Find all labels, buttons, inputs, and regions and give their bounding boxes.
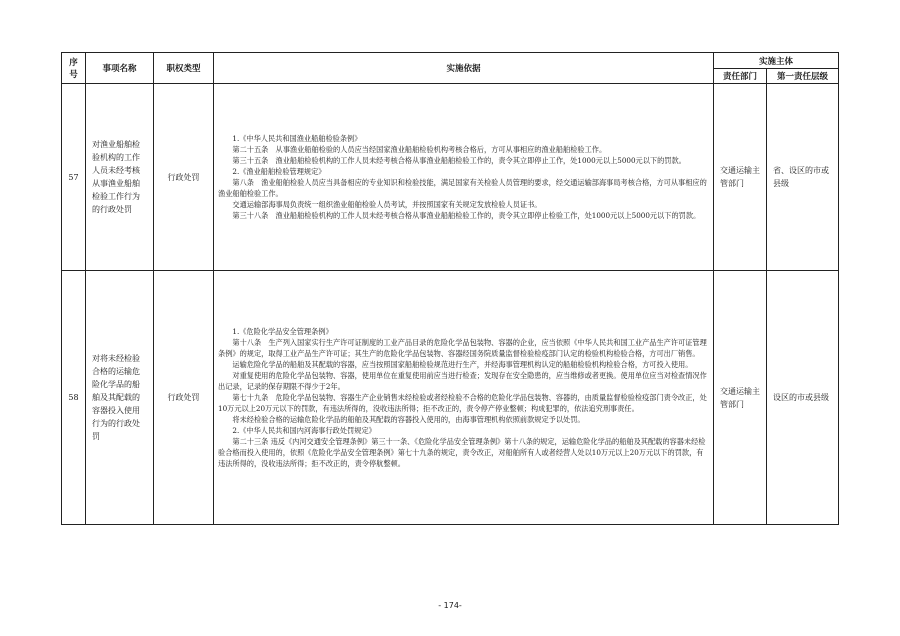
header-row-1 — [62, 53, 839, 69]
basis-line: 2.《中华人民共和国内河海事行政处罚规定》 — [232, 426, 376, 435]
row-power-type: 行政处罚 — [154, 84, 214, 271]
row-dept: 交通运输主管部门 — [714, 271, 767, 525]
header-name: 事项名称 — [86, 53, 154, 84]
basis-line: 对重复使用的危险化学品包装物、容器，使用单位在重复使用前应当进行检查；发现存在安全隐患的，应当维修或者更换。使用单位应当对检查情况作出记录，记录的保存期限不得少于2年。 — [218, 371, 707, 391]
table-row — [62, 84, 839, 271]
basis-line: 2.《渔业船舶检验管理规定》 — [232, 167, 326, 176]
basis-line: 第二十五条 从事渔业船舶检验的人员应当经国家渔业船舶检验机构考核合格后，方可从事相应的渔业船舶检验工作。 — [232, 145, 607, 154]
item-table — [61, 52, 839, 525]
header-level: 第一责任层级 — [767, 69, 839, 84]
header-seq: 序号 — [62, 53, 86, 84]
row-power-type: 行政处罚 — [154, 271, 214, 525]
basis-line: 第十八条 生产列入国家实行生产许可证制度的工业产品目录的危险化学品包装物、容器的企业，应当依照《中华人民共和国工业产品生产许可证管理条例》的规定，取得工业产品生产许可证；其生产的危险化学品包装物、容器经国务院质量监督检验检疫部门认定的检验机构检验合格，方可出厂销售。 — [218, 338, 707, 358]
page-number: - 174- — [438, 601, 462, 610]
header-type: 职权类型 — [154, 53, 214, 84]
row-basis — [214, 271, 714, 525]
row-basis — [214, 84, 714, 271]
header-dept: 责任部门 — [714, 69, 767, 84]
basis-line: 第七十九条 危险化学品包装物、容器生产企业销售未经检验或者经检验不合格的危险化学品包装物、容器的，由质量监督检验检疫部门责令改正，处10万元以上20万元以下的罚款，有违法所得的，没收违法所得；拒不改正的，责令停产停业整顿；构成犯罪的，依法追究刑事责任。 — [218, 393, 707, 413]
basis-line: 第三十八条 渔业船舶检验机构的工作人员未经考核合格从事渔业船舶检验工作的，责令其立即停止检验工作，处1000元以上5000元以下的罚款。 — [232, 211, 701, 220]
row-level: 省、设区的市或县级 — [767, 84, 839, 271]
row-dept: 交通运输主管部门 — [714, 84, 767, 271]
basis-line: 将未经检验合格的运输危险化学品的船舶及其配载的容器投入使用的，由海事管理机构依照前款规定予以处罚。 — [232, 415, 585, 424]
header-basis: 实施依据 — [214, 53, 714, 84]
table-row — [62, 271, 839, 525]
row-item-name: 对将未经检验合格的运输危险化学品的船舶及其配载的容器投入使用行为的行政处罚 — [86, 271, 154, 525]
row-seq: 58 — [62, 271, 86, 525]
basis-line: 第三十五条 渔业船舶检验机构的工作人员未经考核合格从事渔业船舶检验工作的，责令其立即停止工作，处1000元以上5000元以下的罚款。 — [232, 156, 686, 165]
header-subject: 实施主体 — [714, 53, 839, 69]
row-seq: 57 — [62, 84, 86, 271]
basis-line: 交通运输部海事局负责统一组织渔业船舶检验人员考试，并按照国家有关规定发放检验人员证书。 — [232, 200, 542, 209]
basis-line: 1.《中华人民共和国渔业船舶检验条例》 — [232, 134, 362, 143]
row-level: 设区的市或县级 — [767, 271, 839, 525]
basis-line: 第二十三条 违反《内河交通安全管理条例》第三十一条、《危险化学品安全管理条例》第十八条的规定，运输危险化学品的船舶及其配载的容器未经检验合格而投入使用的，依照《危险化学品安全管理条例》第七十九条的规定，责令改正，对船舶所有人或者经营人处以10万元以上20万元以下的罚款，有违法所得的，没收违法所得；拒不改正的，责令停航整顿。 — [218, 437, 706, 468]
basis-line: 运输危险化学品的船舶及其配载的容器，应当按照国家船舶检验规范进行生产，并经海事管理机构认定的船舶检验机构检验合格，方可投入使用。 — [232, 360, 693, 369]
basis-line: 1.《危险化学品安全管理条例》 — [232, 327, 333, 336]
row-item-name: 对渔业船舶检验机构的工作人员未经考核从事渔业船舶检验工作行为的行政处罚 — [86, 84, 154, 271]
basis-line: 第八条 渔业船舶检验人员应当具备相应的专业知识和检验技能，满足国家有关检验人员管理的要求，经交通运输部海事局考核合格，方可从事相应的渔业船舶检验工作。 — [218, 178, 707, 198]
